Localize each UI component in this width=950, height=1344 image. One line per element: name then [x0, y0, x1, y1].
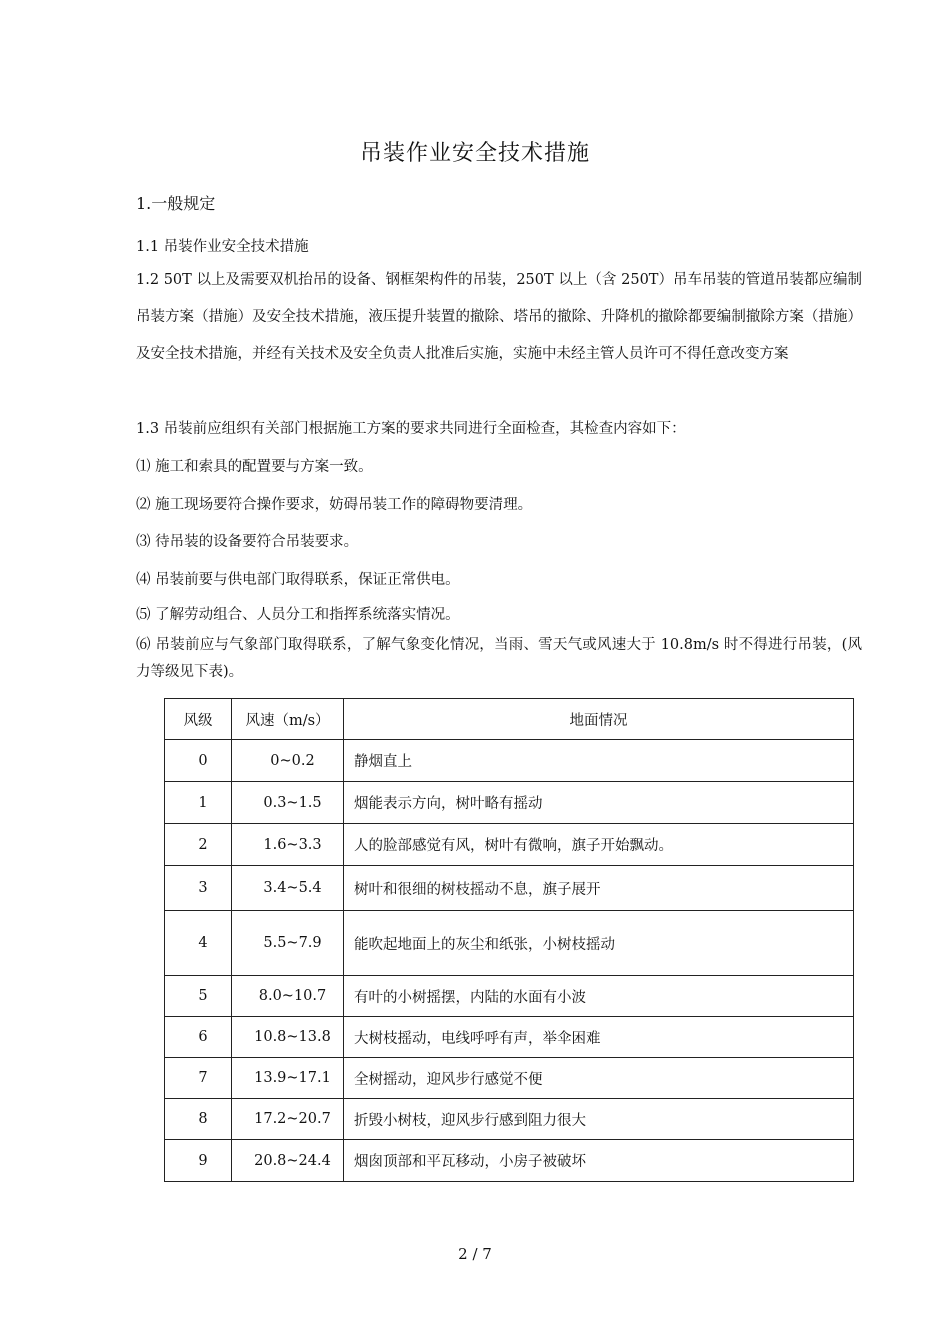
table-row [165, 1058, 854, 1099]
paragraph-1-3: 1.3 吊装前应组织有关部门根据施工方案的要求共同进行全面检查，其检查内容如下： [136, 421, 686, 437]
cell-wind-level: 1 [165, 782, 232, 824]
table-row [165, 824, 854, 866]
checklist-item-3: ⑶ 待吊装的设备要符合吊装要求。 [136, 534, 359, 550]
cell-ground-condition: 烟囱顶部和平瓦移动，小房子被破坏 [344, 1140, 854, 1182]
cell-ground-condition: 人的脸部感觉有风，树叶有微响，旗子开始飘动。 [344, 824, 854, 866]
header-wind-speed: 风速（m/s） [232, 699, 344, 740]
cell-ground-condition: 折毁小树枝，迎风步行感到阻力很大 [344, 1099, 854, 1140]
paragraph-1-1: 1.1 吊装作业安全技术措施 [136, 239, 309, 255]
cell-wind-level: 0 [165, 740, 232, 782]
cell-wind-level: 5 [165, 976, 232, 1017]
checklist-item-1: ⑴ 施工和索具的配置要与方案一致。 [136, 459, 373, 475]
cell-wind-speed: 0~0.2 [232, 740, 344, 782]
table-row [165, 1017, 854, 1058]
cell-ground-condition: 烟能表示方向，树叶略有摇动 [344, 782, 854, 824]
cell-ground-condition: 树叶和很细的树枝摇动不息，旗子展开 [344, 866, 854, 911]
cell-ground-condition: 全树摇动，迎风步行感觉不便 [344, 1058, 854, 1099]
table-row [165, 740, 854, 782]
cell-wind-level: 3 [165, 866, 232, 911]
section-heading: 1.一般规定 [136, 194, 216, 213]
header-wind-level: 风级 [165, 699, 232, 740]
cell-wind-speed: 8.0~10.7 [232, 976, 344, 1017]
paragraph-1-2: 1.2 50T 以上及需要双机抬吊的设备、钢框架构件的吊装，250T 以上（含 250T）吊车吊装的管道吊装都应编制吊装方案（措施）及安全技术措施，液压提升装置的撤除、塔吊的撤除、升降机的撤除都要编制撤除方案（措施）及安全技术措施，并经有关技术及安全负责人批准后实施，实施中未经主管人员许可不得任意改变方案 [136, 272, 862, 362]
cell-ground-condition: 大树枝摇动，电线呼呼有声，举伞困难 [344, 1017, 854, 1058]
checklist-item-5: ⑸ 了解劳动组合、人员分工和指挥系统落实情况。 [136, 607, 460, 623]
table-row [165, 866, 854, 911]
cell-wind-speed: 3.4~5.4 [232, 866, 344, 911]
cell-wind-speed: 1.6~3.3 [232, 824, 344, 866]
cell-wind-speed: 17.2~20.7 [232, 1099, 344, 1140]
cell-wind-level: 2 [165, 824, 232, 866]
cell-wind-level: 6 [165, 1017, 232, 1058]
cell-wind-speed: 5.5~7.9 [232, 911, 344, 976]
cell-wind-level: 8 [165, 1099, 232, 1140]
cell-wind-level: 9 [165, 1140, 232, 1182]
table-row [165, 782, 854, 824]
table-row [165, 976, 854, 1017]
page-number: 2 / 7 [458, 1245, 492, 1263]
checklist-item-4: ⑷ 吊装前要与供电部门取得联系，保证正常供电。 [136, 572, 460, 588]
cell-wind-level: 4 [165, 911, 232, 976]
checklist-item-2: ⑵ 施工现场要符合操作要求，妨碍吊装工作的障碍物要清理。 [136, 497, 533, 513]
cell-ground-condition: 能吹起地面上的灰尘和纸张，小树枝摇动 [344, 911, 854, 976]
checklist-item-6: ⑹ 吊装前应与气象部门取得联系，了解气象变化情况，当雨、雪天气或风速大于 10.8m/s 时不得进行吊装，(风力等级见下表)。 [136, 637, 862, 680]
table-row [165, 911, 854, 976]
table-row [165, 1140, 854, 1182]
cell-wind-speed: 10.8~13.8 [232, 1017, 344, 1058]
header-ground-condition: 地面情况 [344, 699, 854, 740]
cell-ground-condition: 有叶的小树摇摆，内陆的水面有小波 [344, 976, 854, 1017]
page-title: 吊装作业安全技术措施 [359, 141, 590, 166]
cell-wind-level: 7 [165, 1058, 232, 1099]
cell-wind-speed: 13.9~17.1 [232, 1058, 344, 1099]
cell-wind-speed: 20.8~24.4 [232, 1140, 344, 1182]
cell-wind-speed: 0.3~1.5 [232, 782, 344, 824]
table-header-row [165, 699, 854, 740]
wind-scale-table [164, 698, 854, 1182]
table-row [165, 1099, 854, 1140]
cell-ground-condition: 静烟直上 [344, 740, 854, 782]
